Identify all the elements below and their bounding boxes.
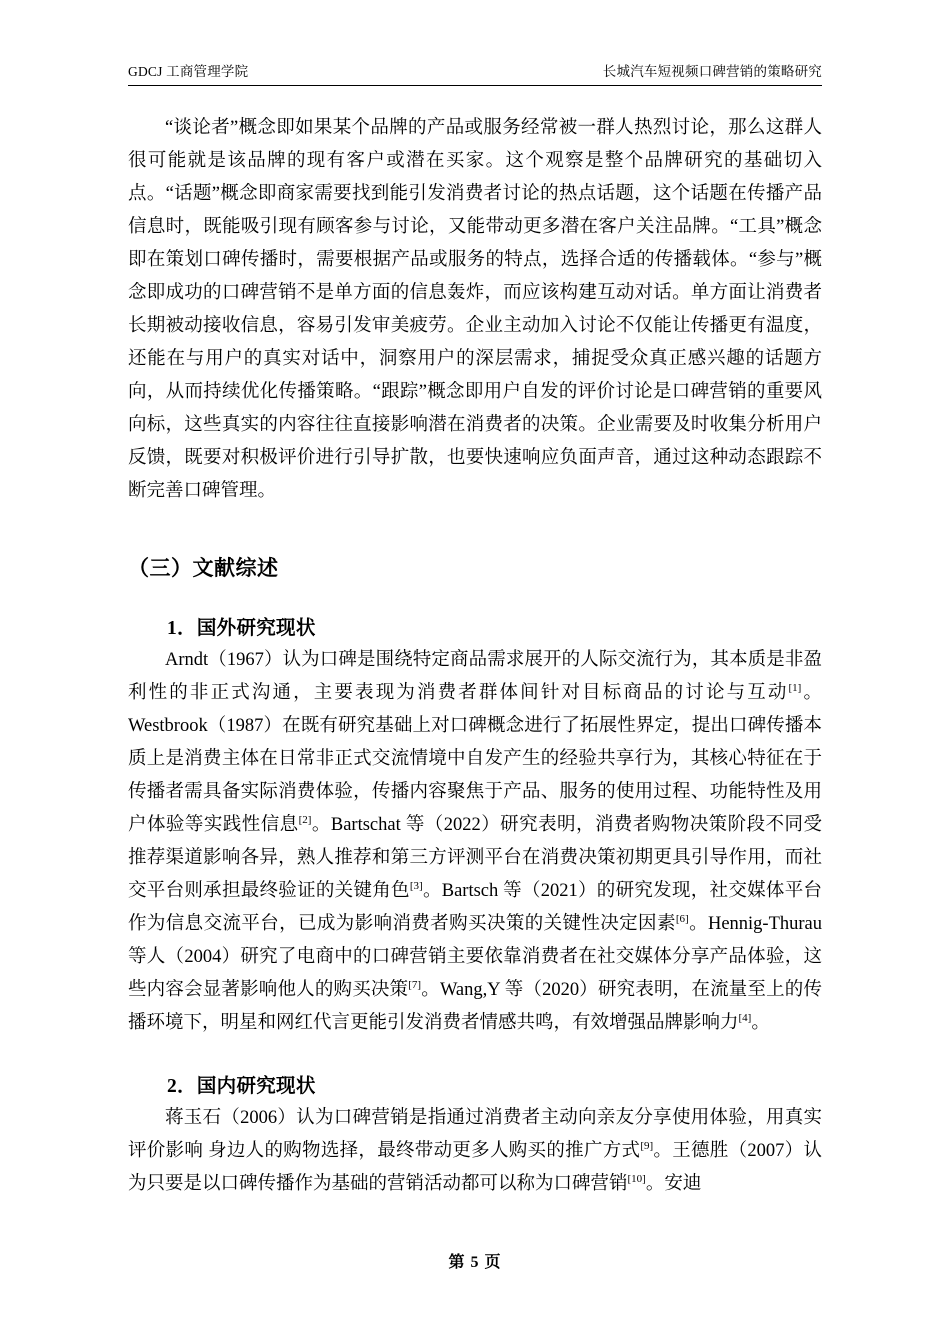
citation-10: [10] bbox=[627, 1172, 646, 1185]
text-foreign-g: 。 bbox=[751, 1013, 770, 1033]
page-footer bbox=[0, 1249, 950, 1272]
citation-7: [7] bbox=[408, 978, 422, 991]
page-content bbox=[128, 60, 822, 1201]
text-foreign-b: 。Westbrook（1987）在既有研究基础上对口碑概念进行了拓展性界定，提出口碑传播本质上是消费主体在日常非正式交流情境中自发产生的经验共享行为，其核心特征在于传播者需具备实际消费体验，传播内容聚焦于产品、服务的使用过程、功能特性及用户体验等实践性信息 bbox=[128, 683, 822, 835]
text-domestic-c: 。安迪 bbox=[645, 1174, 702, 1194]
header-title: 长城汽车短视频口碑营销的策略研究 bbox=[602, 64, 822, 79]
subsection-heading-domestic-research: 2．国内研究现状 bbox=[167, 1076, 316, 1097]
section-heading-literature-review: （三）文献综述 bbox=[128, 556, 279, 580]
text-foreign-e: 。Hennig-Thurau 等人（2004）研究了电商中的口碑营销主要依靠消费者在社交媒体分享产品体验，这些内容会显著影响他人的购买决策 bbox=[128, 914, 822, 1000]
header-institution: GDCJ 工商管理学院 bbox=[128, 64, 249, 79]
text-domestic-b: 。王德胜（2007）认为只要是以口碑传播作为基础的营销活动都可以称为口碑营销 bbox=[128, 1141, 822, 1194]
paragraph-word-of-mouth-concepts: “谈论者”概念即如果某个品牌的产品或服务经常被一群人热烈讨论，那么这群人很可能就是该品牌的现有客户或潜在买家。这个观察是整个品牌研究的基础切入点。“话题”概念即商家需要找到能引发消费者讨论的热点话题，这个话题在传播产品信息时，既能吸引现有顾客参与讨论，又能带动更多潜在客户关注品牌。“工具”概念即在策划口碑传播时，需要根据产品或服务的特点，选择合适的传播载体。“参与”概念即成功的口碑营销不是单方面的信息轰炸，而应该构建互动对话。单方面让消费者长期被动接收信息，容易引发审美疲劳。企业主动加入讨论不仅能让传播更有温度，还能在与用户的真实对话中，洞察用户的深层需求，捕捉受众真正感兴趣的话题方向，从而持续优化传播策略。“跟踪”概念即用户自发的评价讨论是口碑营销的重要风向标，这些真实的内容往往直接影响潜在消费者的决策。企业需要及时收集分析用户反馈，既要对积极评价进行引导扩散，也要快速响应负面声音，通过这种动态跟踪不断完善口碑管理。 bbox=[128, 118, 822, 501]
subsection-heading-foreign-research: 1．国外研究现状 bbox=[167, 618, 316, 639]
citation-6: [6] bbox=[675, 912, 689, 925]
page-number: 第 5 页 bbox=[448, 1254, 502, 1271]
citation-1: [1] bbox=[788, 681, 802, 694]
text-foreign-f: 。Wang,Y 等（2020）研究表明，在流量至上的传播环境下，明星和网红代言更能引发消费者情感共鸣，有效增强品牌影响力 bbox=[128, 980, 822, 1033]
text-foreign-a: Arndt（1967）认为口碑是围绕特定商品需求展开的人际交流行为，其本质是非盈利性的非正式沟通，主要表现为消费者群体间针对目标商品的讨论与互动 bbox=[128, 650, 822, 703]
citation-4: [4] bbox=[738, 1011, 752, 1024]
text-foreign-d: 。Bartsch 等（2021）的研究发现，社交媒体平台作为信息交流平台，已成为影响消费者购买决策的关键性决定因素 bbox=[128, 881, 822, 934]
paragraph-foreign-research bbox=[128, 644, 822, 1040]
text-domestic-a: 蒋玉石（2006）认为口碑营销是指通过消费者主动向亲友分享使用体验，用真实评价影响 身边人的购物选择，最终带动更多人购买的推广方式 bbox=[128, 1108, 822, 1161]
page-header bbox=[128, 60, 822, 86]
paragraph-domestic-research bbox=[128, 1102, 822, 1201]
citation-2: [2] bbox=[298, 813, 312, 826]
citation-9: [9] bbox=[640, 1139, 654, 1152]
citation-3: [3] bbox=[409, 879, 423, 892]
text-foreign-c: 。Bartschat 等（2022）研究表明，消费者购物决策阶段不同受推荐渠道影响各异，熟人推荐和第三方评测平台在消费决策初期更具引导作用，而社交平台则承担最终验证的关键角色 bbox=[128, 815, 822, 901]
